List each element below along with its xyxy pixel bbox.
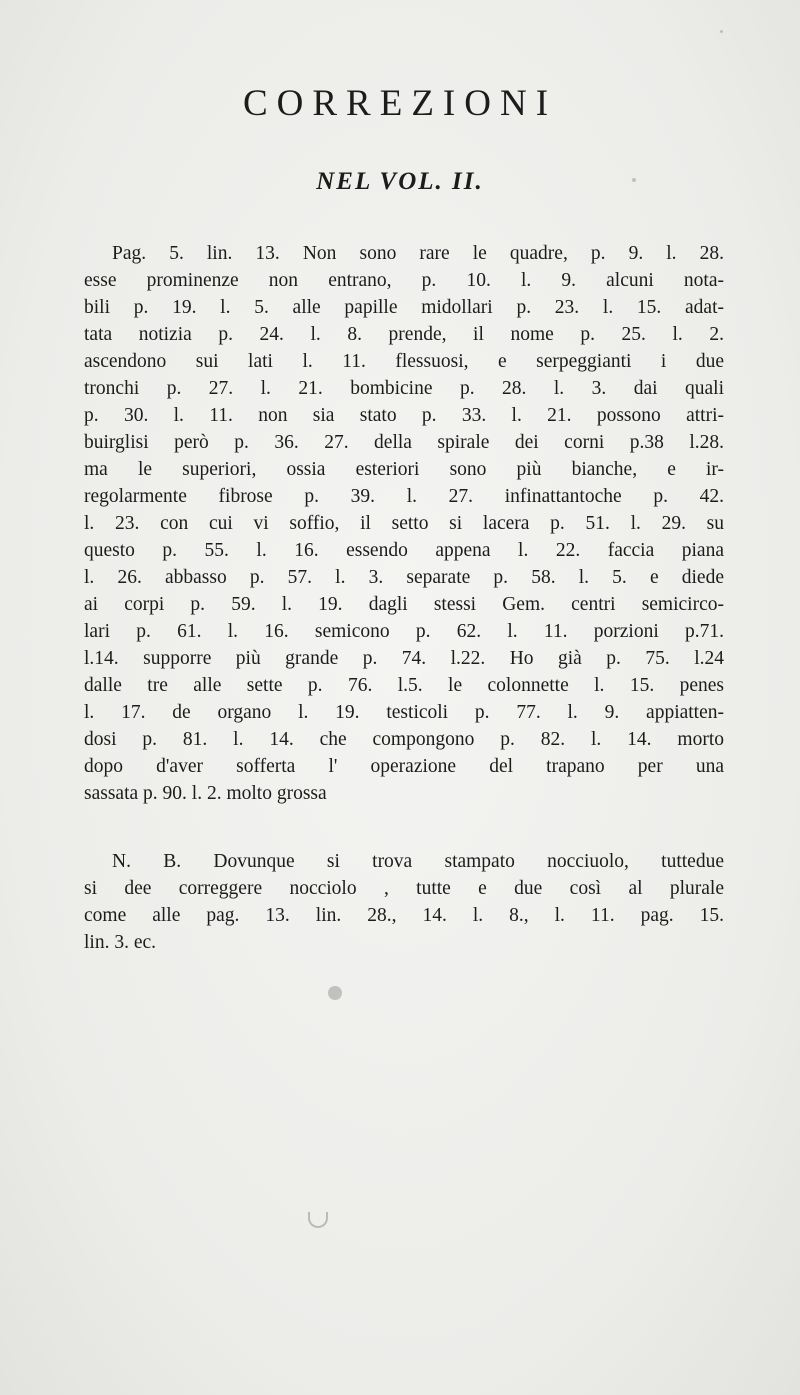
page-title: CORREZIONI	[242, 83, 558, 124]
text-line: lari p. 61. l. 16. semicono p. 62. l. 11. porzioni p.71.	[84, 621, 724, 642]
text-line: ai corpi p. 59. l. 19. dagli stessi Gem. centri semicirco-	[84, 594, 724, 615]
text-line: lin. 3. ec.	[84, 932, 157, 953]
page-subtitle: NEL VOL. II.	[316, 168, 484, 195]
text-line: Pag. 5. lin. 13. Non sono rare le quadre, p. 9. l. 28.	[112, 243, 724, 264]
text-line: ma le superiori, ossia esteriori sono più bianche, e ir-	[84, 459, 724, 480]
text-line: l.14. supporre più grande p. 74. l.22. Ho già p. 75. l.24	[84, 648, 724, 669]
text-line: buirglisi però p. 36. 27. della spirale dei corni p.38 l.28.	[84, 432, 724, 453]
text-line: come alle pag. 13. lin. 28., 14. l. 8., l. 11. pag. 15.	[84, 905, 724, 926]
text-line: l. 23. con cui vi soffio, il setto si lacera p. 51. l. 29. su	[84, 513, 724, 534]
text-line: regolarmente fibrose p. 39. l. 27. infinattantoche p. 42.	[84, 486, 724, 507]
text-line: questo p. 55. l. 16. essendo appena l. 22. faccia piana	[84, 540, 724, 561]
text-line: tata notizia p. 24. l. 8. prende, il nome p. 25. l. 2.	[84, 324, 724, 345]
paper-mark	[308, 1212, 328, 1228]
text-line: esse prominenze non entrano, p. 10. l. 9. alcuni nota-	[84, 270, 724, 291]
text-line: p. 30. l. 11. non sia stato p. 33. l. 21. possono attri-	[84, 405, 724, 426]
text-line: bili p. 19. l. 5. alle papille midollari p. 23. l. 15. adat-	[84, 297, 724, 318]
text-line: si dee correggere nocciolo , tutte e due così al plurale	[84, 878, 724, 899]
text-line: tronchi p. 27. l. 21. bombicine p. 28. l. 3. dai quali	[84, 378, 724, 399]
text-line: ascendono sui lati l. 11. flessuosi, e serpeggianti i due	[84, 351, 724, 372]
text-line: dalle tre alle sette p. 76. l.5. le colonnette l. 15. penes	[84, 675, 724, 696]
paper-stain	[632, 178, 636, 182]
paper-stain	[720, 30, 723, 33]
nota-bene-paragraph	[84, 848, 724, 956]
corrections-paragraph	[84, 240, 724, 807]
text-line: l. 17. de organo l. 19. testicoli p. 77. l. 9. appiatten-	[84, 702, 724, 723]
text-line: N. B. Dovunque si trova stampato nocciuolo, tuttedue	[112, 851, 724, 872]
text-line: dosi p. 81. l. 14. che compongono p. 82. l. 14. morto	[84, 729, 724, 750]
text-line: sassata p. 90. l. 2. molto grossa	[84, 783, 327, 804]
text-line: dopo d'aver sofferta l' operazione del trapano per una	[84, 756, 724, 777]
paper-stain	[328, 986, 342, 1000]
text-line: l. 26. abbasso p. 57. l. 3. separate p. 58. l. 5. e diede	[84, 567, 724, 588]
